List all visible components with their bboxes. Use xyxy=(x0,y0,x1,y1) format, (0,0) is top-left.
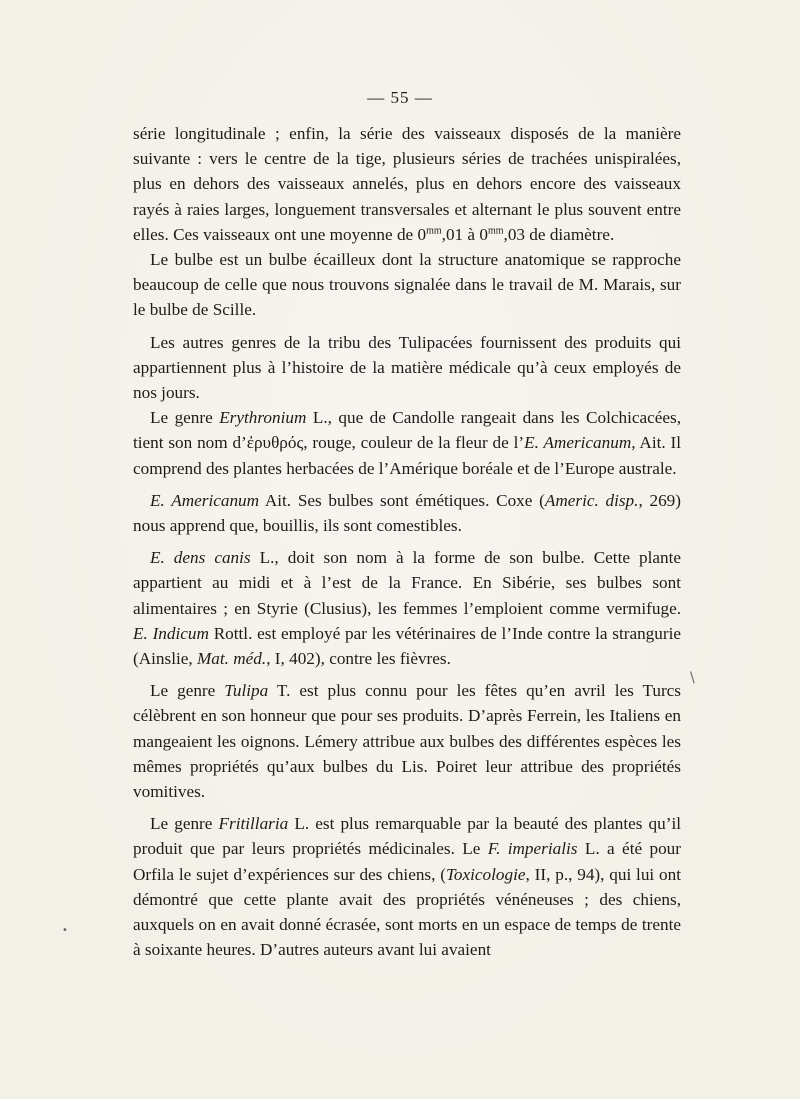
text-run: Le genre xyxy=(150,681,225,701)
italic-text: E. Indicum xyxy=(133,623,209,643)
italic-text: E. Americanum xyxy=(150,490,260,510)
text-run: T. est plus connu pour les fêtes qu’en avril les Turcs célèbrent en son honneur que pour ses produits. D’après Ferrein, les Italiens en mangeaient les oignons. Lémery attribue aux bulbes des différentes espèces les mêmes propriétés qu’aux bulbes du Lis. Poiret leur attribue des propriétés vomitives. xyxy=(133,681,681,802)
italic-text: F. imperialis xyxy=(487,839,578,859)
text-run: série longitudinale ; enfin, la série des vaisseaux disposés de la manière suivante : vers le centre de la tige, plusieurs séries de trachées unispiralées, plus en dehors des vaisseaux annelés, plus en dehors encore des vaisseaux rayés à raies larges, longuement transversales et alternant le plus souvent entre elles. Ces vaisseaux ont une moyenne de 0 xyxy=(133,124,681,244)
italic-text: Mat. méd. xyxy=(196,649,267,669)
paragraph xyxy=(133,545,681,671)
paragraph xyxy=(133,247,681,323)
text-run: L., que de Candolle rangeait dans les Colchicacées, tient son nom d’ἐρυθρός, rouge, couleur de la fleur de l’ xyxy=(133,408,682,453)
italic-text: Tulipa xyxy=(224,681,269,701)
text-run: Ait. Il comprend des plantes herbacées de l’Amérique boréale et de l’Europe australe. xyxy=(133,433,682,478)
text-run: L. a été pour Orfila le sujet d’expériences sur des chiens, ( xyxy=(133,839,681,884)
italic-text: E. Americanum, xyxy=(524,433,636,453)
text-run: ,03 de diamètre. xyxy=(503,224,615,244)
paragraph xyxy=(133,488,681,538)
page-number: — 55 — xyxy=(367,88,433,107)
paragraph xyxy=(133,330,681,406)
paragraph xyxy=(133,678,681,804)
text-run: Le genre xyxy=(150,814,219,834)
text-run: , I, 402), contre les fièvres. xyxy=(266,649,451,669)
italic-text: Toxicologie xyxy=(445,864,526,884)
body-text xyxy=(133,121,681,963)
margin-mark: • xyxy=(62,925,68,936)
italic-text: Fritillaria xyxy=(218,814,289,834)
italic-text: Erythronium xyxy=(219,408,307,428)
text-run: Les autres genres de la tribu des Tulipacées fournissent des produits qui appartiennent plus à l’histoire de la matière médicale qu’à ceux employés de nos jours. xyxy=(133,332,681,403)
text-run: , II, p., 94), qui lui ont démontré que cette plante avait des propriétés vénéneuses ; des chiens, auxquels on en avait donné écrasée, sont morts en un espace de temps de trente à soixante heures. D’autres auteurs avant lui avaient xyxy=(133,864,681,960)
text-run: L. est plus remarquable par la beauté des plantes qu’il produit que par leurs propriétés médicinales. Le xyxy=(133,814,681,859)
unit-superscript: mm xyxy=(426,225,442,237)
paragraph xyxy=(133,405,681,481)
paragraph xyxy=(133,811,681,962)
text-run: ,01 à 0 xyxy=(441,224,488,244)
italic-text: E. dens canis xyxy=(150,548,251,568)
unit-superscript: mm xyxy=(487,225,504,237)
text-run: Le genre xyxy=(150,408,220,428)
text-run: Ait. Ses bulbes sont émétiques. Coxe ( xyxy=(259,490,545,510)
text-run: Rottl. est employé par les vétérinaires de l’Inde contre la strangurie (Ainslie, xyxy=(133,623,681,669)
italic-text: Americ. disp. xyxy=(544,490,639,510)
text-run: Le bulbe est un bulbe écailleux dont la structure anatomique se rapproche beaucoup de celle que nous trouvons signalée dans le travail de M. Marais, sur le bulbe de Scille. xyxy=(133,250,681,320)
paragraph xyxy=(133,121,681,247)
text-run: L., doit son nom à la forme de son bulbe. Cette plante appartient au midi et à l’est de la France. En Sibérie, ses bulbes sont alimentaires ; en Styrie (Clusius), les femmes l’emploient comme vermifuge. xyxy=(133,548,681,618)
margin-mark: \ xyxy=(690,670,695,686)
text-run: , 269) nous apprend que, bouillis, ils sont comestibles. xyxy=(133,490,681,536)
